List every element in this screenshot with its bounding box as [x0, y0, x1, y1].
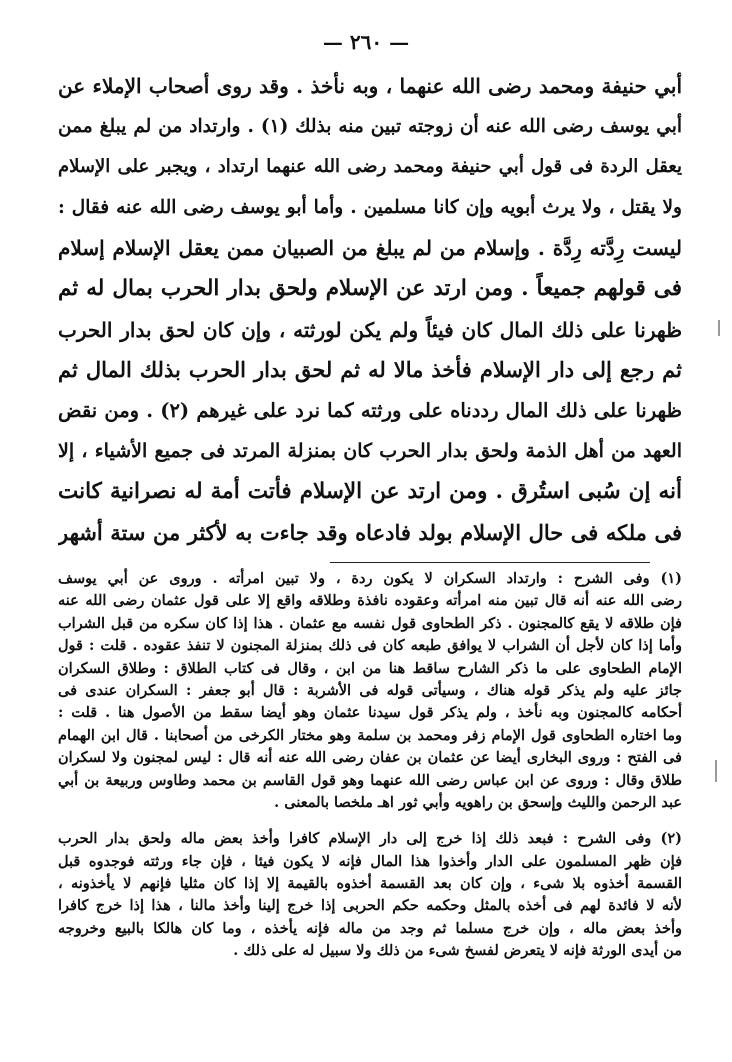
body-line: فى ملكه فى حال الإسلام بولد فادعاه وقد جاءت به لأكثر من ستة أشهر [58, 519, 682, 545]
footnote-2 [58, 828, 682, 962]
body-line: أبي حنيفة ومحمد رضى الله عنهما ، وبه نأخذ . وقد روى أصحاب الإملاء عن [58, 74, 682, 98]
page-number: — ٢٦٠ — [322, 30, 410, 54]
main-body-text [58, 66, 682, 553]
footnote-line: فإن ظهر المسلمون على الدار وأخذوا هذا المال فإنه لا يكون فيئا ، فإن جاء ورثته فوجدوه قبل [58, 852, 682, 870]
body-line: أبي يوسف رضى الله عنه أن زوجته تبين منه بذلك (١) . وارتداد من لم يبلغ ممن [58, 115, 682, 137]
footnote-line: فى الفتح : وروى البخارى أيضا عن عثمان بن عفان رضى الله عنه أنه قال : ليس لمجنون ولا لسكران [58, 749, 682, 767]
body-line: ليست رِدَّته رِدَّة . وإسلام من لم يبلغ من الصبيان ممن يعقل الإسلام إسلام [58, 236, 682, 261]
footnote-line: القسمة أخذوه بلا شىء ، وإن كان بعد القسمة أخذوه بالقيمة إلا إذا كان مثليا فإنهم لا يأخذونه ، [58, 875, 682, 893]
footnote-line: عبد الرحمن والليث وإسحق بن راهويه وأبي ثور اهـ ملخصا بالمعنى . [274, 793, 682, 811]
body-line: فى قولهم جميعاً . ومن ارتد عن الإسلام ولحق بدار الحرب بمال له ثم [58, 275, 682, 301]
footnote-line: طلاق وقال : وروى عن ابن عباس رضى الله عنهما وهو قول القاسم بن محمد وطاوس وربيعة بن أبي [58, 771, 682, 789]
footnote-line: رضى الله عنه أنه قال تبين منه امرأته وعقوده نافذة وطلاقه واقع إلا على قول عثمان رضى الله عنه [58, 592, 682, 610]
footnote-line: وأخذ بعض ماله ، وإن خرج مسلما ثم وجد من ماله فإنه يأخذه ، وما كان هالكا بالبيع وخروجه [58, 919, 682, 937]
footnote-line: وما اختاره الطحاوى قول الإمام زفر ومحمد بن سلمة وهو مختار الكرخى من أصحابنا . قال ابن الهمام [58, 726, 682, 744]
body-line: ثم رجع إلى دار الإسلام فأخذ مالا له ثم لحق بدار الحرب بذلك المال ثم [58, 357, 682, 383]
body-line: ظهرنا على ذلك المال كان فيئاً ولم يكن لورثته ، وإن كان لحق بدار الحرب [58, 317, 682, 342]
footnote-line: الإمام الطحاوى على ما ذكر الشارح ساقط هنا من ابن ، وقال فى كتاب الطلاق : وطلاق السكران [58, 659, 682, 677]
body-line: العهد من أهل الذمة ولحق بدار الحرب كان بمنزلة المرتد فى جميع الأشياء ، إلا [58, 440, 682, 463]
footnote-gap [58, 814, 682, 828]
footnote-line: وأما إذا كان لأجل أن الشراب لا يوافق طبعه كان فى ذلك بمنزلة المجنون لا تنفذ عقوده . قلت : قول [58, 637, 682, 655]
footnote-line: من أيدى الورثة فإنه لا يتعرض لفسخ شىء من ذلك ولا سبيل له على ذلك . [233, 942, 682, 960]
footnote-line: (١) وفى الشرح : وارتداد السكران لا يكون ردة ، ولا تبين امرأته . وروى عن أبي يوسف [58, 570, 682, 587]
scan-margin-mark [718, 320, 720, 336]
footnote-separator [330, 562, 650, 563]
footnotes [58, 568, 682, 963]
footnote-1 [58, 568, 682, 814]
footnote-line: جائز عليه ولم يذكر قوله هناك ، وسيأتى قوله فى الأشربة : قال أبو جعفر : السكران عندى فى [58, 681, 682, 699]
footnote-line: (٢) وفى الشرح : فبعد ذلك إذا خرج إلى دار الإسلام كافرا وأخذ بعض ماله ولحق بدار الحرب [58, 830, 682, 848]
footnote-line: لأنه لا فائدة لهم فى أخذه بالمثل وحكمه حكم الحربى إذا خرج إلينا وأخذ مالنا ، هذا إذا خرج كافرا [58, 897, 682, 915]
footnote-line: فإن طلاقه لا يقع كالمجنون . ذكر الطحاوى قول نفسه مع عثمان . هذا إذا كان سكره من قبل الشراب [58, 614, 682, 632]
footnote-line: أحكامه كالمجنون وبه نأخذ ، ولم يذكر قول سيدنا عثمان وهو أيضا سقط من الأصول هنا . قلت : [58, 704, 682, 722]
body-line: ولا يقتل ، ولا يرث أبويه وإن كانا مسلمين . وأما أبو يوسف رضى الله عنه فقال : [58, 196, 682, 218]
body-line: أنه إن سُبى استُرق . ومن ارتد عن الإسلام فأتت أمة له نصرانية كانت [58, 478, 682, 504]
scan-margin-mark [715, 760, 717, 782]
body-line: يعقل الردة فى قول أبي حنيفة ومحمد رضى الله عنهما ارتداد ، ويجبر على الإسلام [58, 156, 682, 178]
body-line: ظهرنا على ذلك المال رددناه على ورثته كما نرد على غيرهم (٢) . ومن نقض [58, 398, 682, 422]
